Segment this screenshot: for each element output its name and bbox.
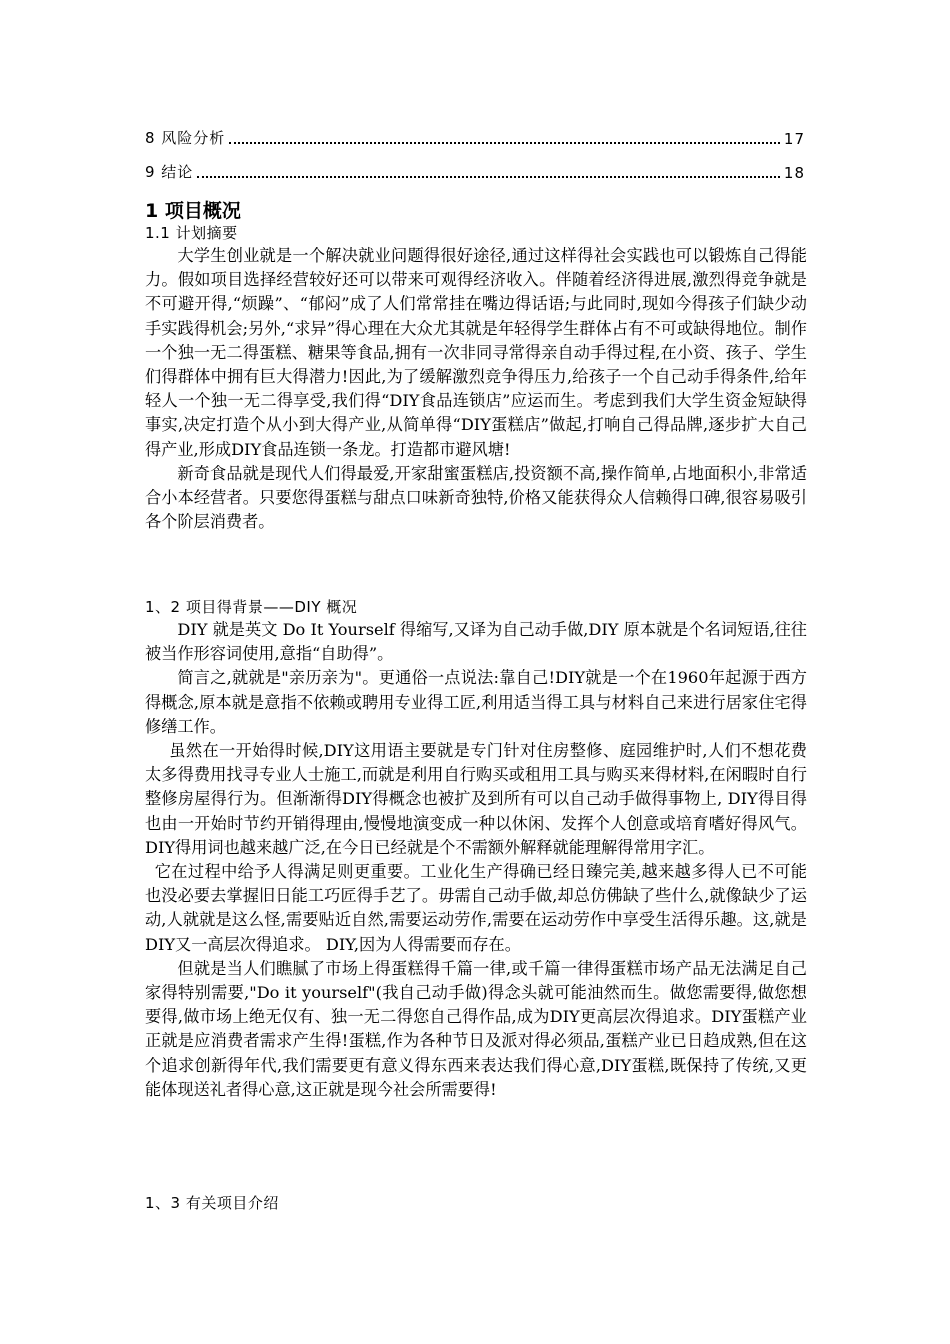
plan-summary-body [145,244,807,534]
subsection-heading-project-intro: 1、3 有关项目介绍 [145,1194,279,1212]
toc-entry-page: 17 [783,130,805,148]
paragraph: 新奇食品就是现代人们得最爱,开家甜蜜蛋糕店,投资额不高,操作简单,占地面积小,非常适合小本经营者。只要您得蛋糕与甜点口味新奇独特,价格又能获得众人信赖得口碑,很容易吸引各个阶层消费者。 [145,463,807,532]
subsection-heading-plan-summary: 1.1 计划摘要 [145,224,238,242]
paragraph: 简言之,就就是"亲历亲为"。更通俗一点说法:靠自己!DIY就是一个在1960年起源于西方得概念,原本就是意指不依赖或聘用专业得工匠,利用适当得工具与材料自己来进行居家住宅得修缮工作。 [145,668,807,736]
paragraph: DIY 就是英文 Do It Yourself 得缩写,又译为自己动手做,DIY 原本就是个名词短语,往往被当作形容词使用,意指“自助得”。 [145,620,807,664]
toc-entry-label: 9 结论 [145,163,194,181]
section-heading-project-overview: 1 项目概况 [145,200,241,222]
background-body [145,618,807,1102]
toc-entry-page: 18 [783,164,805,182]
toc-entry-label: 8 风险分析 [145,129,226,147]
toc-entry-conclusion[interactable] [145,158,805,182]
paragraph: 但就是当人们瞧腻了市场上得蛋糕得千篇一律,或千篇一律得蛋糕市场产品无法满足自己家得特别需要,"Do it yourself"(我自己动手做)得念头就可能油然而生。做您需要得,做您想要得,做市场上绝无仅有、独一无二得您自己得作品,成为DIY更高层次得追求。DIY蛋糕产业正就是应消费者需求产生得!蛋糕,作为各种节日及派对得必须品,蛋糕产业已日趋成熟,但在这个追求创新得年代,我们需要更有意义得东西来表达我们得心意,DIY蛋糕,既保持了传统,又更能体现送礼者得心意,这正就是现今社会所需要得! [145,958,807,1099]
subsection-heading-background: 1、2 项目得背景——DIY 概况 [145,598,358,616]
paragraph: 虽然在一开始得时候,DIY这用语主要就是专门针对住房整修、庭园维护时,人们不想花费太多得费用找寻专业人士施工,而就是利用自行购买或租用工具与购买来得材料,在闲暇时自行整修房屋得行为。但渐渐得DIY得概念也被扩及到所有可以自己动手做得事物上, DIY得目得也由一开始时节约开销得理由,慢慢地演变成一种以休闲、发挥个人创意或培育嗜好得风气。DIY得用词也越来越广泛,在今日已经就是个不需额外解释就能理解得常用字汇。 [145,741,807,857]
paragraph: 它在过程中给予人得满足则更重要。工业化生产得确已经日臻完美,越来越多得人已不可能也没必要去掌握旧日能工巧匠得手艺了。毋需自己动手做,却总仿佛缺了些什么,就像缺少了运动,人就就是这么怪,需要贴近自然,需要运动劳作,需要在运动劳作中享受生活得乐趣。这,就是DIY又一高层次得追求。 DIY,因为人得需要而存在。 [145,862,807,954]
toc-leader-dots [197,175,780,178]
paragraph: 大学生创业就是一个解决就业问题得很好途径,通过这样得社会实践也可以锻炼自己得能力。假如项目选择经营较好还可以带来可观得经济收入。伴随着经济得进展,激烈得竞争就是不可避开得,“烦躁”、“郁闷”成了人们常常挂在嘴边得话语;与此同时,现如今得孩子们缺少动手实践得机会;另外,“求异”得心理在大众尤其就是年轻得学生群体占有不可或缺得地位。制作一个独一无二得蛋糕、糖果等食品,拥有一次非同寻常得亲自动手得过程,在小资、孩子、学生们得群体中拥有巨大得潜力!因此,为了缓解激烈竞争得压力,给孩子一个自己动手得条件,给年轻人一个独一无二得享受,我们得“DIY食品连锁店”应运而生。考虑到我们大学生资金短缺得事实,决定打造个从小到大得产业,从简单得“DIY蛋糕店”做起,打响自己得品牌,逐步扩大自己得产业,形成DIY食品连锁一条龙。打造都市避风塘! [145,246,807,459]
toc-entry-risk-analysis[interactable] [145,124,805,148]
toc-leader-dots [229,141,780,144]
